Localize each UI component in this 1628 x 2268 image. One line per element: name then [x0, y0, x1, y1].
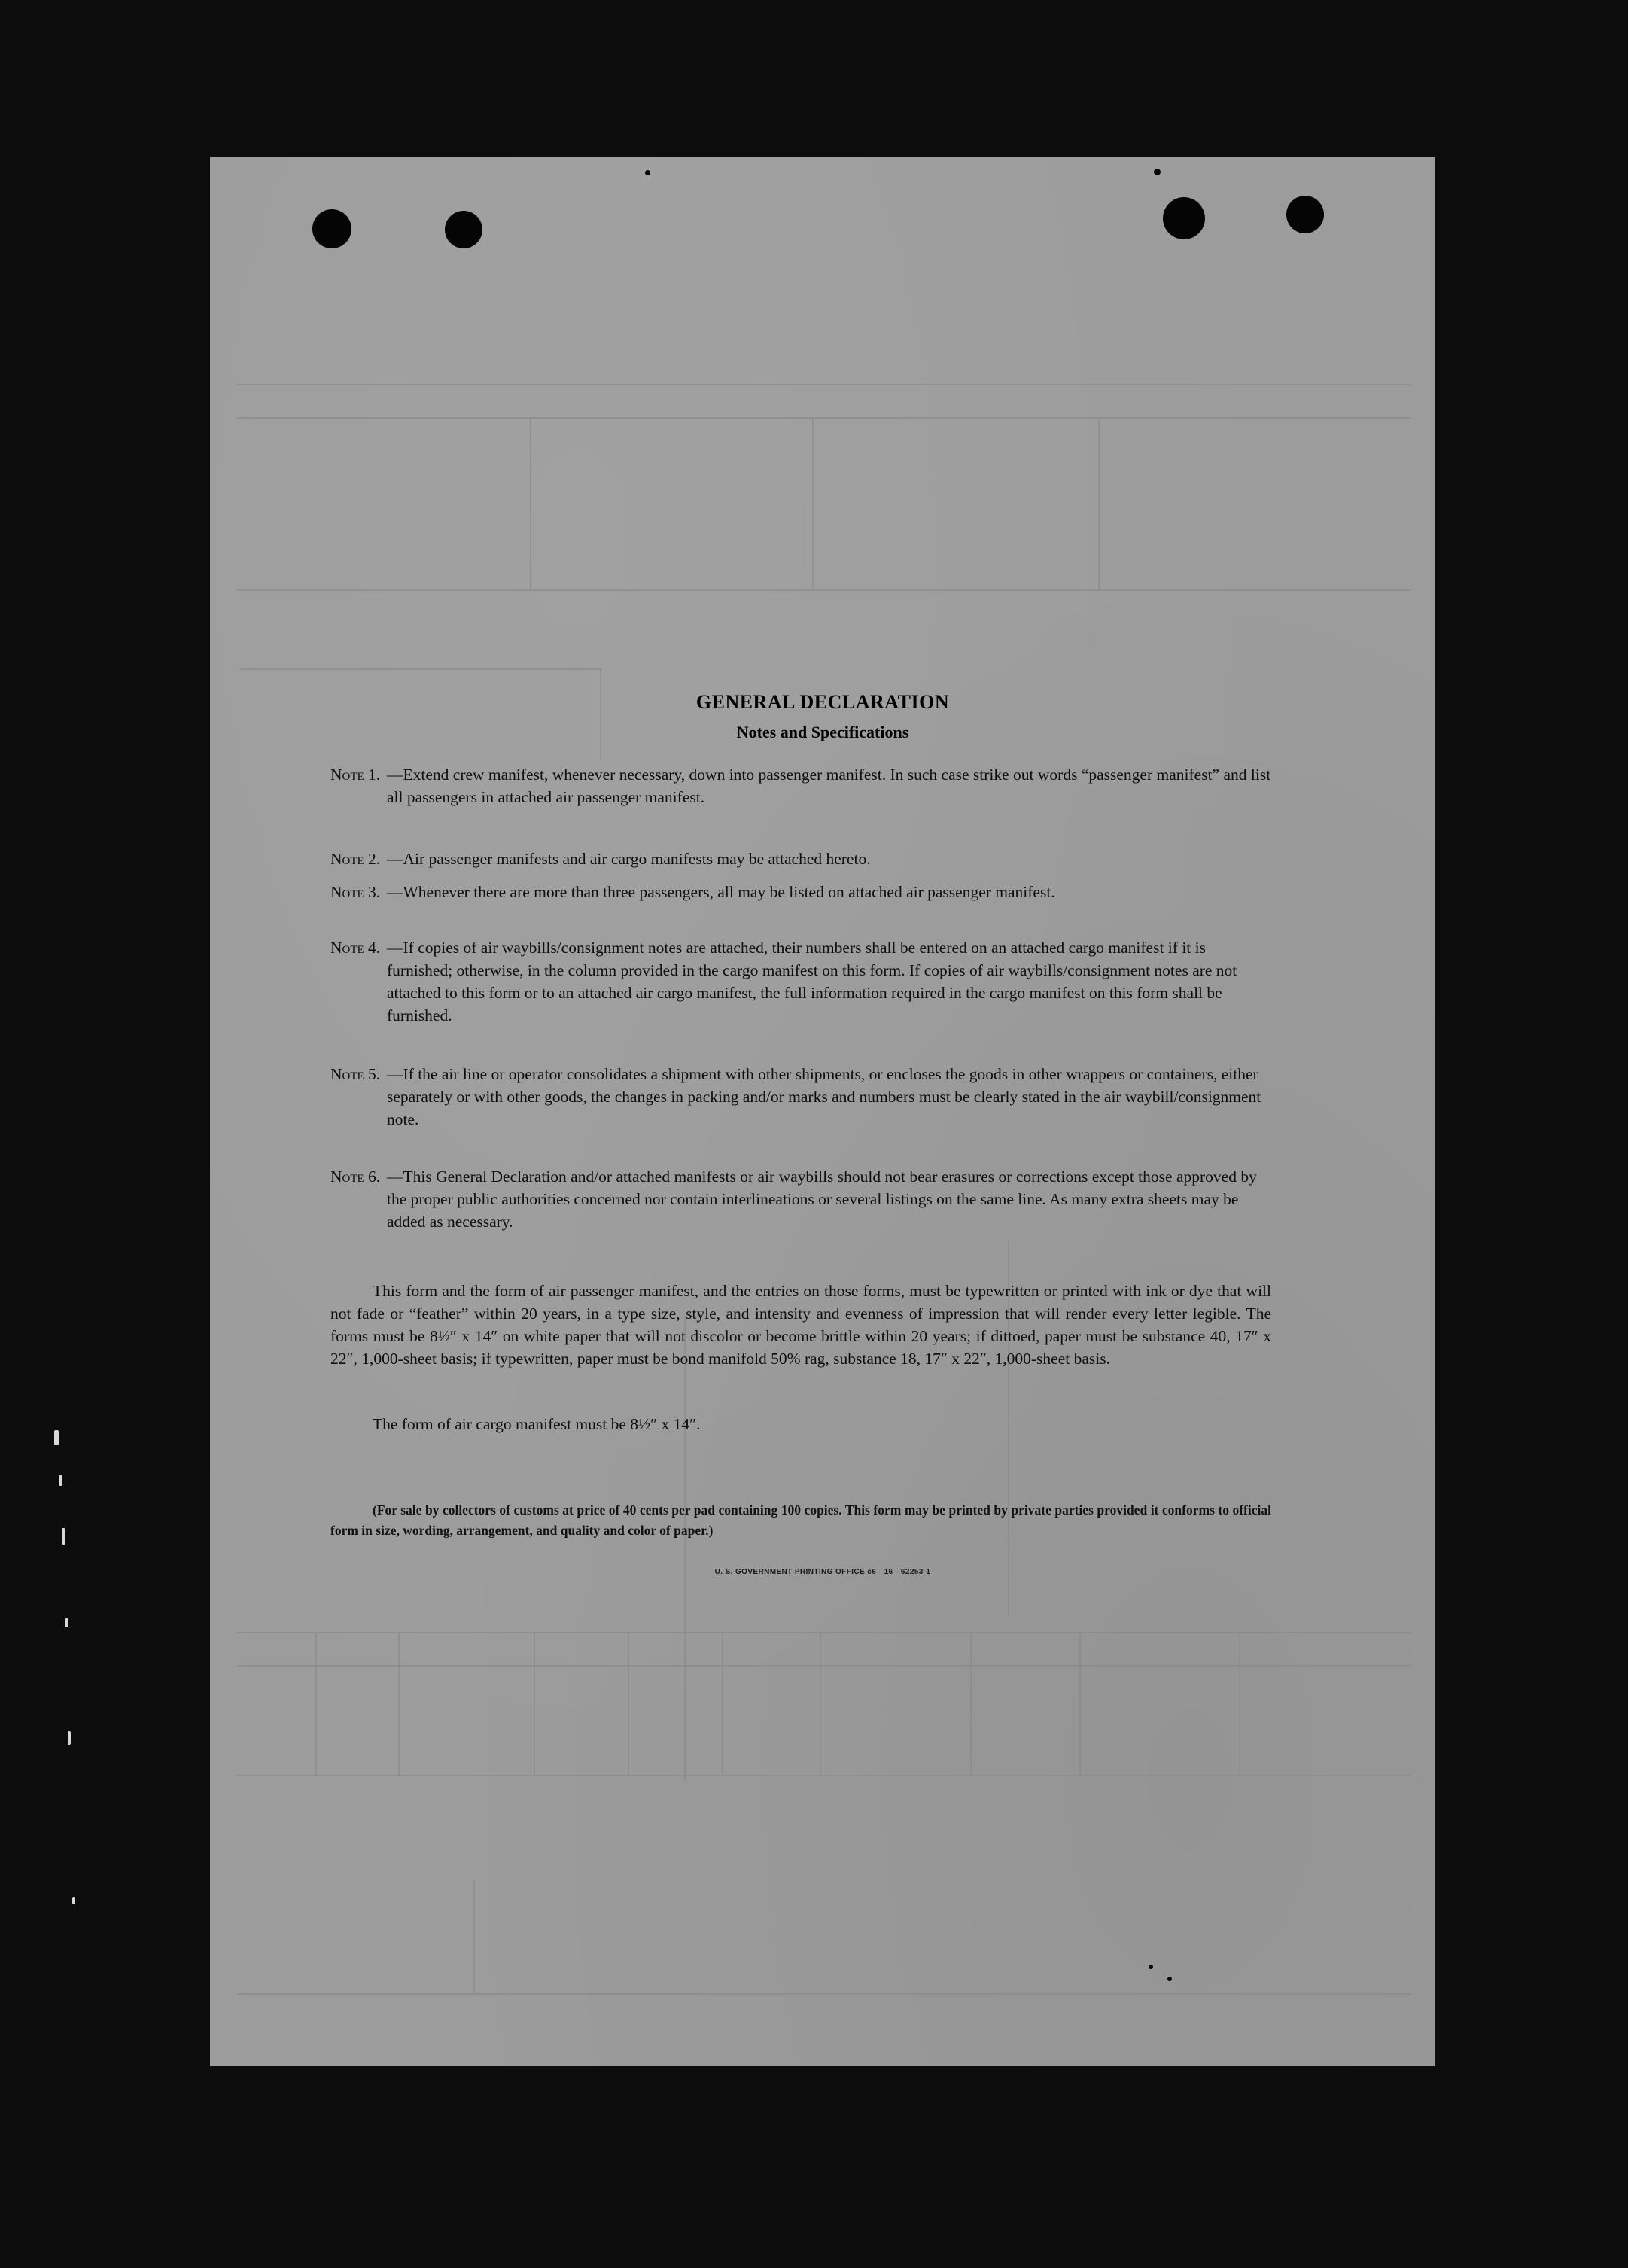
punch-hole [445, 211, 482, 248]
note-label: Note 5. [330, 1065, 381, 1083]
cargo-manifest-size-note: The form of air cargo manifest must be 8½″ x 14″. [373, 1415, 701, 1433]
note-text: Air passenger manifests and air cargo manifests may be attached hereto. [403, 850, 871, 868]
scan-artifact [1167, 1977, 1172, 1981]
form-requirements-paragraph: This form and the form of air passenger manifest, and the entries on those forms, must be typewritten or printed with ink or dye that will not fade or “feather” within 20 years, in a type size, style, and intensity and evenness of impression that will render every letter legible. The forms must be 8½″ x 14″ on white paper that will not discolor or become brittle within 20 years; if dittoed, paper must be substance 40, 17″ x 22″, 1,000-sheet basis; if typewritten, paper must be bond manifold 50% rag, substance 18, 17″ x 22″, 1,000-sheet basis. [330, 1282, 1271, 1368]
scan-artifact [1149, 1965, 1153, 1969]
scan-artifact [1154, 169, 1161, 175]
document-sheet [210, 157, 1435, 2066]
note-text: Extend crew manifest, whenever necessary, down into passenger manifest. In such case strike out words “passenger manifest” and list all passengers in attached air passenger manifest. [387, 766, 1271, 806]
scan-artifact [62, 1528, 65, 1545]
note-1: Note 1. —Extend crew manifest, whenever necessary, down into passenger manifest. In such case strike out words “passenger manifest” and list all passengers in attached air passenger manifest. [330, 763, 1271, 808]
note-label: Note 4. [330, 939, 381, 957]
scan-artifact [645, 170, 650, 175]
note-text: This General Declaration and/or attached manifests or air waybills should not bear erasures or corrections except those approved by the proper public authorities concerned nor contain interlineations or several listings on the same line. As many extra sheets may be added as necessary. [387, 1167, 1257, 1231]
page-title: GENERAL DECLARATION [695, 691, 950, 713]
scan-artifact [59, 1475, 62, 1486]
scan-artifact [65, 1618, 68, 1627]
note-text: If copies of air waybills/consignment notes are attached, their numbers shall be entered on an attached cargo manifest if it is furnished; otherwise, in the column provided in the cargo manifest on this form. If copies of air waybills/consignment notes are not attached to this form or to an attached air cargo manifest, the full information required in the cargo manifest on this form shall be furnished. [387, 939, 1237, 1024]
punch-hole [1286, 196, 1324, 233]
scan-artifact [68, 1731, 71, 1745]
note-text: Whenever there are more than three passengers, all may be listed on attached air passenger manifest. [403, 883, 1055, 901]
page-subtitle: Notes and Specifications [736, 723, 909, 741]
sale-notice: (For sale by collectors of customs at price of 40 cents per pad containing 100 copies. This form may be printed by private parties provided it conforms to official form in size, wording, arrangement, and quality and color of paper.) [330, 1502, 1271, 1538]
note-6: Note 6. —This General Declaration and/or attached manifests or air waybills should not bear erasures or corrections except those approved by the proper public authorities concerned nor contain interlineations or several listings on the same line. As many extra sheets may be added as necessary. [330, 1165, 1271, 1233]
note-3: Note 3. —Whenever there are more than three passengers, all may be listed on attached air passenger manifest. [330, 881, 1271, 903]
punch-hole [312, 209, 351, 248]
note-label: Note 6. [330, 1167, 381, 1186]
scan-artifact [54, 1430, 59, 1445]
note-label: Note 1. [330, 766, 381, 784]
note-4: Note 4. —If copies of air waybills/consignment notes are attached, their numbers shall be entered on an attached cargo manifest if it is furnished; otherwise, in the column provided in the cargo manifest on this form. If copies of air waybills/consignment notes are not attached to this form or to an attached air cargo manifest, the full information required in the cargo manifest on this form shall be furnished. [330, 936, 1271, 1027]
note-5: Note 5. —If the air line or operator consolidates a shipment with other shipments, or encloses the goods in other wrappers or containers, either separately or with other goods, the changes in packing and/or marks and numbers must be clearly stated in the air waybill/consignment note. [330, 1063, 1271, 1131]
note-2: Note 2. —Air passenger manifests and air cargo manifests may be attached hereto. [330, 848, 1271, 870]
punch-hole [1163, 197, 1205, 239]
note-label: Note 2. [330, 850, 381, 868]
printer-imprint: U. S. GOVERNMENT PRINTING OFFICE c6—16—62253-1 [714, 1568, 931, 1576]
note-label: Note 3. [330, 883, 381, 901]
scan-artifact [72, 1897, 75, 1904]
note-text: If the air line or operator consolidates a shipment with other shipments, or encloses the goods in other wrappers or containers, either separately or with other goods, the changes in packing and/or marks and numbers must be clearly stated in the air waybill/consignment note. [387, 1065, 1261, 1128]
